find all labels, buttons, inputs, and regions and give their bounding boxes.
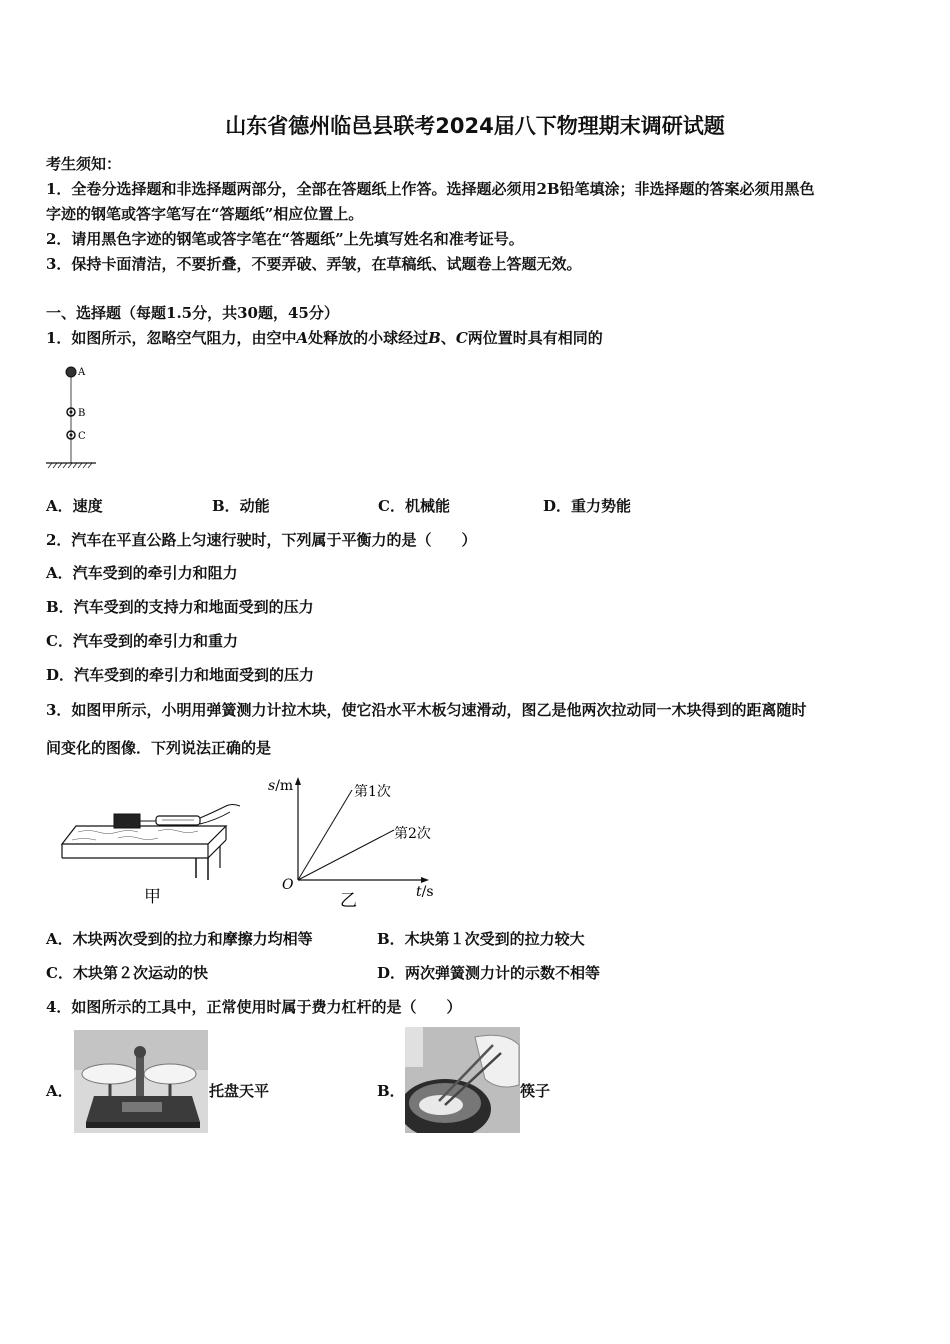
q2-option-a[interactable]: A．汽车受到的牵引力和阻力 <box>46 564 238 582</box>
q3-stem-cont: 间变化的图像．下列说法正确的是 <box>46 739 272 757</box>
q1-ball-figure <box>44 360 104 475</box>
q2-option-b[interactable]: B．汽车受到的支持力和地面受到的压力 <box>46 598 314 616</box>
q1-option-d[interactable]: D．重力势能 <box>543 497 632 515</box>
q3-figure-yi <box>266 768 456 912</box>
q2-option-c[interactable]: C．汽车受到的牵引力和重力 <box>46 632 238 650</box>
q3-option-b[interactable]: B．木块第１次受到的拉力较大 <box>377 930 585 948</box>
q3-stem: 3．如图甲所示，小明用弹簧测力计拉木块，使它沿水平木板匀速滑动，图乙是他两次拉动同一木块得到的距离随时 <box>46 701 807 719</box>
chopsticks-image <box>405 1027 520 1133</box>
left-pan <box>82 1064 138 1084</box>
q1-option-b[interactable]: B．动能 <box>212 497 270 515</box>
q1-option-a[interactable]: A．速度 <box>46 497 103 515</box>
wood-block <box>114 814 140 828</box>
notice-item-2: 2．请用黑色字迹的钢笔或答字笔在“答题纸”上先填写姓名和准考证号。 <box>46 230 524 248</box>
line-2 <box>298 830 394 880</box>
q2-stem: 2．汽车在平直公路上匀速行驶时，下列属于平衡力的是（ ） <box>46 531 477 549</box>
line-1-label: 第1次 <box>354 784 391 800</box>
q4-option-a-letter[interactable]: A． <box>46 1082 73 1100</box>
table-top <box>62 826 226 844</box>
ball-a-icon <box>66 367 76 377</box>
q3-option-d[interactable]: D．两次弹簧测力计的示数不相等 <box>377 964 601 982</box>
origin-label: O <box>282 877 294 893</box>
q4-option-b-letter[interactable]: B． <box>377 1082 405 1100</box>
svg-text:A: A <box>78 367 86 378</box>
q3-figure-jia <box>58 798 248 910</box>
q3-option-a[interactable]: A．木块两次受到的拉力和摩擦力均相等 <box>46 930 313 948</box>
notice-heading: 考生须知： <box>46 155 122 173</box>
svg-text:甲: 甲 <box>144 887 161 907</box>
q3-option-c[interactable]: C．木块第２次运动的快 <box>46 964 208 982</box>
x-axis-label: t/s <box>416 884 434 900</box>
y-axis-label: s/m <box>268 778 294 794</box>
notice-item-1: 1．全卷分选择题和非选择题两部分，全部在答题纸上作答。选择题必须用2B铅笔填涂；非选择题的答案必须用黑色 <box>46 180 815 198</box>
page-title: 山东省德州临邑县联考2024届八下物理期末调研试题 <box>225 114 725 138</box>
right-pan <box>144 1064 196 1084</box>
svg-text:B: B <box>78 408 86 419</box>
svg-text:C: C <box>78 431 86 442</box>
line-2-label: 第2次 <box>394 826 431 842</box>
q1-option-c[interactable]: C．机械能 <box>378 497 450 515</box>
balance-scale-image <box>74 1030 208 1133</box>
q1-stem: 1．如图所示，忽略空气阻力，由空中A处释放的小球经过B、C两位置时具有相同的 <box>46 329 603 347</box>
q4-option-b-text[interactable]: 筷子 <box>520 1082 551 1100</box>
svg-text:乙: 乙 <box>340 891 357 911</box>
notice-item-1-cont: 字迹的钢笔或答字笔写在“答题纸”相应位置上。 <box>46 205 364 223</box>
q4-option-a-text[interactable]: 托盘天平 <box>209 1082 270 1100</box>
notice-item-3: 3．保持卡面清洁，不要折叠，不要弄破、弄皱，在草稿纸、试题卷上答题无效。 <box>46 255 582 273</box>
q2-option-d[interactable]: D．汽车受到的牵引力和地面受到的压力 <box>46 666 315 684</box>
spring-scale <box>156 816 200 825</box>
q4-stem: 4．如图所示的工具中，正常使用时属于费力杠杆的是（ ） <box>46 998 462 1016</box>
hand-icon <box>200 805 240 819</box>
section-heading: 一、选择题（每题1.5分，共30题，45分） <box>46 304 339 322</box>
